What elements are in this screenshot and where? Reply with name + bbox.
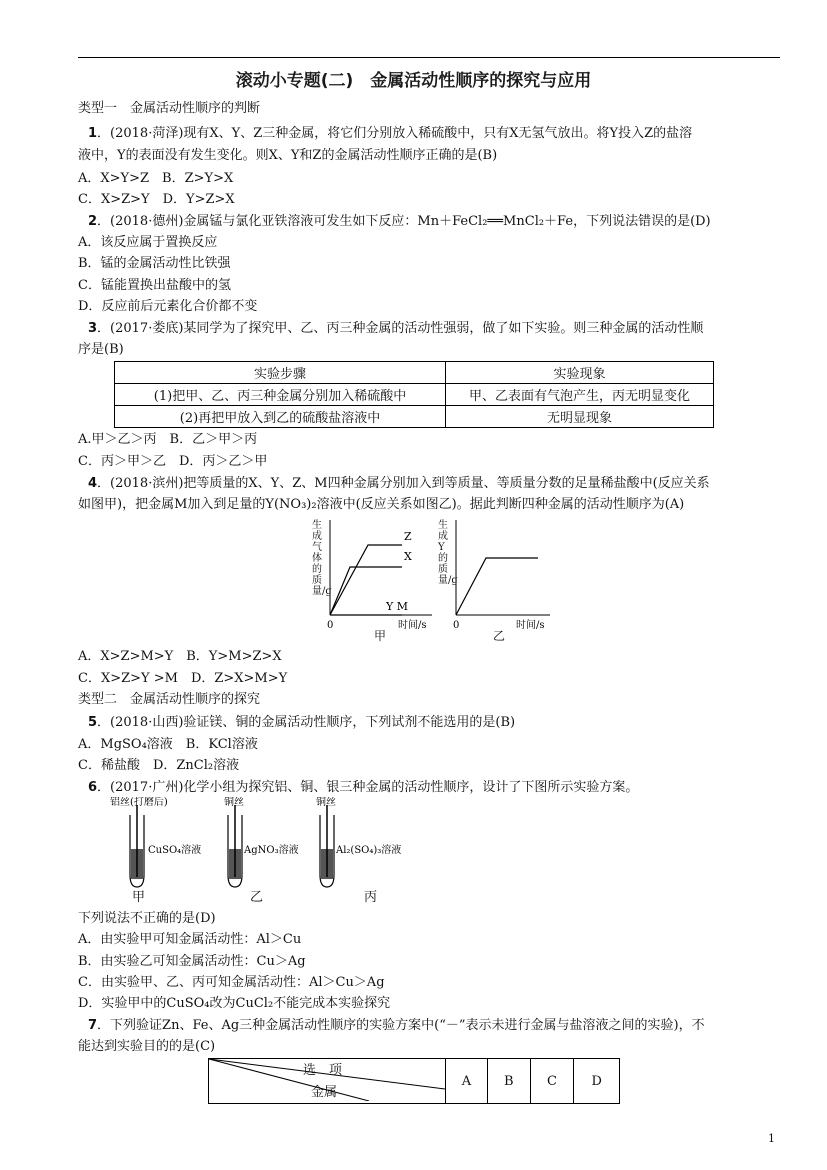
question-text: ．下列验证Zn、Fe、Ag三种金属活动性顺序的实验方案中(“－”表示未进行金属与盐溶液之间的实验)，不 (97, 1018, 705, 1033)
table-header: 实验步骤 (115, 362, 446, 384)
question-5-options-ab: A．MgSO₄溶液 B．KCl溶液 (78, 737, 258, 752)
table-cell: 甲、乙表面有气泡产生，丙无明显变化 (446, 384, 714, 406)
question-number: 5 (88, 715, 98, 730)
question-4-cont: 如图甲)，把金属M加入到足量的Y(NO₃)₂溶液中(反应关系如图乙)。据此判断四种金属的活动性顺序为(A) (78, 497, 685, 512)
table-cell: 无明显现象 (446, 406, 714, 428)
question-5-options-cd: C．稀盐酸 D．ZnCl₂溶液 (78, 758, 240, 773)
question-4 (88, 475, 710, 493)
question-text: ．(2017·广州)化学小组为探究铝、铜、银三种金属的活动性顺序，设计了下图所示实验方案。 (97, 780, 639, 795)
question-6-option-a: A．由实验甲可知金属活动性：Al＞Cu (78, 932, 302, 947)
question-number: 2 (88, 214, 98, 229)
question-5 (88, 714, 515, 732)
question-4-options-cd: C．X>Z>Y >M D．Z>X>M>Y (78, 671, 288, 686)
solution-label: AgNO₃溶液 (244, 845, 299, 856)
question-2-option-b: B．锰的金属活动性比铁强 (78, 256, 231, 271)
question-6-option-c: C．由实验甲、乙、丙可知金属活动性：Al＞Cu＞Ag (78, 975, 385, 990)
question-text: ．(2018·滨州)把等质量的X、Y、Z、M四种金属分别加入到等质量、等质量分数的足量稀盐酸中(反应关系 (97, 476, 710, 491)
curve-y (456, 558, 538, 615)
experiment-table (114, 361, 714, 428)
label-x: X (404, 550, 412, 563)
test-tube-bing (316, 797, 401, 887)
y-axis-label: 生成气体的质量/g (312, 520, 332, 597)
table-cell: (2)再把甲放入到乙的硫酸盐溶液中 (115, 406, 446, 428)
page-title: 滚动小专题(二) 金属活动性顺序的探究与应用 (235, 71, 592, 91)
question-text: ．(2017·娄底)某同学为了探究甲、乙、丙三种金属的活动性强弱，做了如下实验。则三种金属的活动性顺 (97, 321, 704, 336)
corner-bottom-label: 金属 (311, 1085, 338, 1100)
graph-caption: 甲 (374, 629, 387, 643)
question-number: 4 (88, 476, 98, 491)
question-text: ．(2018·菏泽)现有X、Y、Z三种金属，将它们分别放入稀硫酸中，只有X无氢气放出。将Y投入Z的盐溶 (97, 126, 693, 141)
question-number: 7 (88, 1018, 98, 1033)
question-1-options-ab: A．X>Y>Z B．Z>Y>X (78, 171, 234, 186)
column-header: B (487, 1059, 530, 1104)
origin: 0 (453, 620, 460, 631)
table-row (209, 1059, 620, 1104)
x-axis-label: 时间/s (516, 620, 545, 631)
section-heading-1: 类型一 金属活动性顺序的判断 (78, 101, 261, 116)
label-y-m: Y M (386, 600, 409, 613)
question-1 (88, 125, 692, 143)
x-axis-label: 时间/s (398, 620, 427, 631)
question-1-options-cd: C．X>Z>Y D．Y>Z>X (78, 192, 235, 207)
column-header: A (446, 1059, 488, 1104)
section-heading-2: 类型二 金属活动性顺序的探究 (78, 692, 261, 707)
wire-label: 铝丝(打磨后) (110, 797, 168, 808)
solution-label: Al₂(SO₄)₃溶液 (336, 845, 402, 856)
question-3-cont: 序是(B) (78, 342, 124, 357)
question-7-cont: 能达到实验目的的是(C) (78, 1039, 216, 1054)
question-3 (88, 320, 703, 338)
corner-cell (209, 1059, 446, 1104)
question-2-option-d: D．反应前后元素化合价都不变 (78, 299, 258, 314)
table-cell: (1)把甲、乙、丙三种金属分别加入稀硫酸中 (115, 384, 446, 406)
question-2-option-a: A．该反应属于置换反应 (78, 235, 218, 250)
table-header: 实验现象 (446, 362, 714, 384)
question-number: 1 (88, 126, 98, 141)
question-3-options-cd: C．丙＞甲＞乙 D．丙＞乙＞甲 (78, 454, 268, 469)
column-header: D (574, 1059, 620, 1104)
question-2 (88, 213, 711, 231)
tube-caption: 丙 (364, 890, 378, 905)
question-3-options-ab: A.甲＞乙＞丙 B．乙＞甲＞丙 (78, 432, 258, 447)
question-2-option-c: C．锰能置换出盐酸中的氢 (78, 278, 231, 293)
table-row (115, 406, 714, 428)
option-table (208, 1058, 620, 1104)
column-header: C (530, 1059, 574, 1104)
wire-label: 铜丝 (316, 797, 336, 808)
question-number: 3 (88, 321, 98, 336)
test-tube-yi (224, 797, 299, 887)
y-axis-label: 生成Y的质量/g (438, 520, 458, 586)
question-6-stem: 下列说法不正确的是(D) (78, 911, 216, 926)
page-number: 1 (768, 1132, 775, 1145)
question-1-cont: 液中，Y的表面没有发生变化。则X、Y和Z的金属活动性顺序正确的是(B) (78, 148, 498, 163)
table-header-row (115, 362, 714, 384)
tube-caption: 乙 (250, 890, 264, 905)
question-4-options-ab: A．X>Z>M>Y B．Y>M>Z>X (78, 649, 282, 664)
question-text: ．(2018·德州)金属锰与氯化亚铁溶液可发生如下反应：Mn＋FeCl₂══MnCl₂＋Fe，下列说法错误的是(D) (97, 214, 711, 229)
question-6-option-b: B．由实验乙可知金属活动性：Cu＞Ag (78, 954, 306, 969)
question-number: 6 (88, 780, 98, 795)
tube-caption: 甲 (132, 890, 146, 905)
wire-label: 铜丝 (224, 797, 244, 808)
question-7 (88, 1017, 705, 1035)
table-row (115, 384, 714, 406)
header-rule (78, 57, 780, 58)
solution-label: CuSO₄溶液 (148, 845, 202, 856)
test-tube-jia (110, 797, 201, 887)
question-6-option-d: D．实验甲中的CuSO₄改为CuCl₂不能完成本实验探究 (78, 996, 391, 1011)
origin: 0 (327, 620, 334, 631)
graph-caption: 乙 (493, 629, 506, 643)
question-6 (88, 779, 638, 797)
corner-top-label: 选 项 (303, 1063, 343, 1078)
question-text: ．(2018·山西)验证镁、铜的金属活动性顺序，下列试剂不能选用的是(B) (97, 715, 516, 730)
label-z: Z (404, 530, 412, 543)
